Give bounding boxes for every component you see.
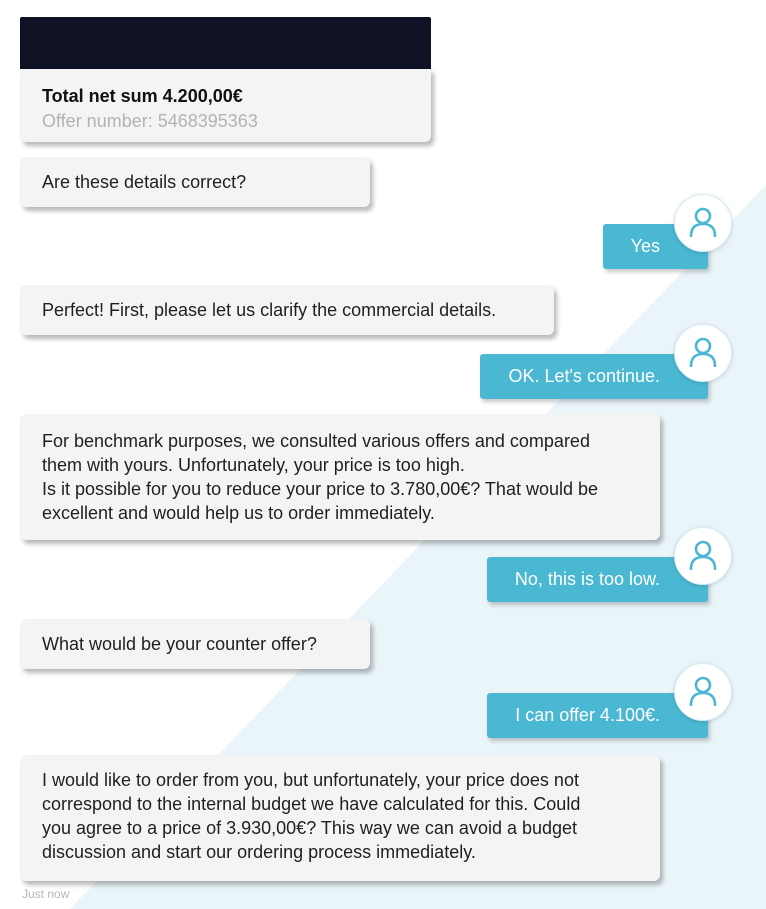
bot-message-line: discussion and start our ordering process immediately. (42, 842, 476, 862)
user-reply-text: Yes (630, 236, 660, 256)
bot-message-line: them with yours. Unfortunately, your price is too high. (42, 455, 465, 475)
user-reply-text: No, this is too low. (514, 569, 660, 589)
user-reply-text: OK. Let's continue. (508, 366, 660, 386)
user-avatar (674, 527, 732, 585)
message-timestamp: Just now (22, 887, 70, 901)
user-avatar (674, 194, 732, 252)
user-icon (689, 207, 717, 237)
bot-message-counter-offer (20, 619, 370, 669)
bot-message-line: correspond to the internal budget we have calculated for this. Could (42, 794, 581, 814)
bot-message-line: you agree to a price of 3.930,00€? This way we can avoid a budget (42, 818, 578, 838)
bot-message-text: Are these details correct? (42, 172, 247, 192)
bot-message-text: What would be your counter offer? (42, 634, 317, 654)
offer-number: Offer number: 5468395363 (42, 111, 258, 131)
bot-message-benchmark (20, 414, 660, 540)
bot-message-line: excellent and would help us to order immediately. (42, 503, 435, 523)
bot-message-line: I would like to order from you, but unfortunately, your price does not (42, 770, 579, 790)
user-reply-text: I can offer 4.100€. (515, 705, 660, 725)
bot-message-text: Perfect! First, please let us clarify the commercial details. (42, 300, 497, 320)
bot-message-line: Is it possible for you to reduce your price to 3.780,00€? That would be (42, 479, 599, 499)
user-icon (689, 676, 717, 706)
offer-header-bar (20, 17, 431, 69)
user-avatar (674, 324, 732, 382)
bot-message-details-check (20, 157, 370, 207)
user-icon (689, 337, 717, 367)
user-reply-continue (480, 354, 708, 399)
bot-message-line: For benchmark purposes, we consulted various offers and compared (42, 431, 590, 451)
total-net-sum: Total net sum 4.200,00€ (42, 86, 243, 106)
bot-message-clarify-details (20, 285, 554, 335)
user-icon (689, 540, 717, 570)
user-avatar (674, 663, 732, 721)
bot-message-budget (20, 755, 660, 881)
offer-summary-card (20, 69, 431, 142)
